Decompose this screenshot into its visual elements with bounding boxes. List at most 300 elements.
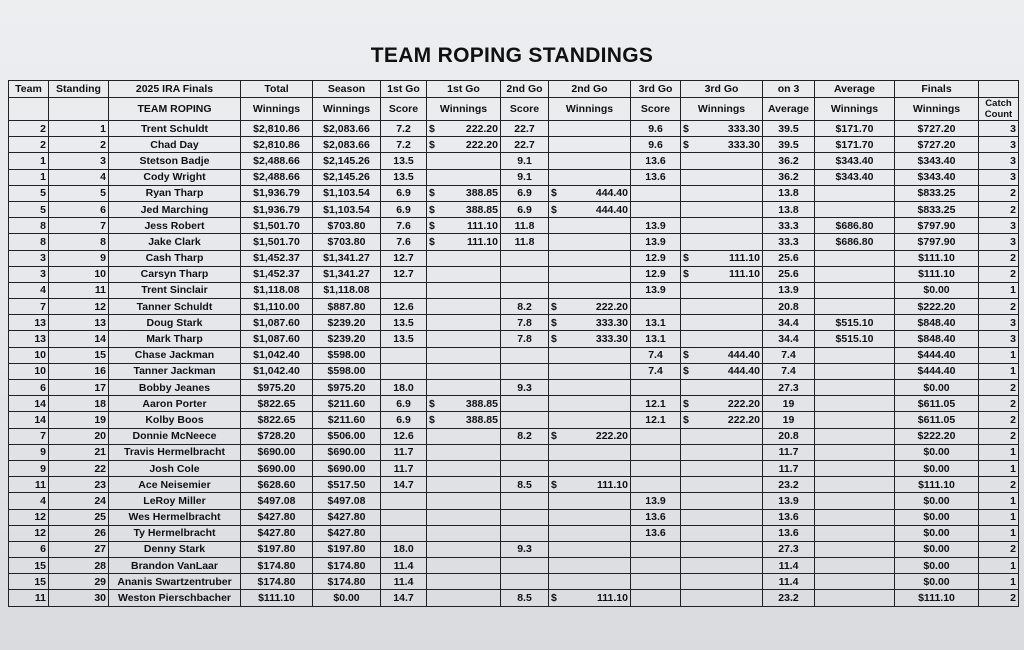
cell-total: $1,501.70 — [241, 234, 313, 250]
cell-finals: $0.00 — [895, 493, 979, 509]
cell-finals: $0.00 — [895, 380, 979, 396]
cell-avg-win — [815, 266, 895, 282]
cell-go3-score: 12.1 — [631, 396, 681, 412]
cell-go2-score — [501, 250, 549, 266]
cell-total: $975.20 — [241, 380, 313, 396]
money-value: 444.40 — [595, 187, 628, 200]
cell-on3-avg: 25.6 — [763, 266, 815, 282]
currency-sign: $ — [551, 333, 557, 346]
cell-go1-score: 13.5 — [381, 153, 427, 169]
header-cell: 3rd Go — [631, 81, 681, 98]
header-cell: 2nd Go — [549, 81, 631, 98]
cell-total: $1,936.79 — [241, 185, 313, 201]
cell-finals: $727.20 — [895, 121, 979, 137]
cell-go1-score: 13.5 — [381, 331, 427, 347]
cell-avg-win — [815, 282, 895, 298]
table-row — [9, 363, 1019, 379]
cell-catch: 2 — [979, 590, 1019, 606]
cell-total: $1,110.00 — [241, 299, 313, 315]
cell-team: 2 — [9, 137, 49, 153]
cell-finals: $0.00 — [895, 574, 979, 590]
currency-sign: $ — [429, 413, 435, 426]
money-value: 388.85 — [465, 413, 498, 426]
cell-name: Ryan Tharp — [109, 185, 241, 201]
cell-go1-score — [381, 525, 427, 541]
table-row — [9, 282, 1019, 298]
cell-go2-win — [549, 137, 631, 153]
cell-on3-avg: 19 — [763, 396, 815, 412]
cell-standing: 19 — [49, 412, 109, 428]
cell-standing: 6 — [49, 201, 109, 217]
cell-catch: 1 — [979, 574, 1019, 590]
header-cell: TEAM ROPING — [109, 98, 241, 121]
cell-catch: 1 — [979, 509, 1019, 525]
cell-team: 11 — [9, 590, 49, 606]
cell-go1-win — [427, 574, 501, 590]
cell-go2-win — [549, 153, 631, 169]
cell-name: Stetson Badje — [109, 153, 241, 169]
cell-go3-win — [681, 185, 763, 201]
currency-sign: $ — [551, 203, 557, 216]
cell-go2-win — [549, 282, 631, 298]
cell-on3-avg: 33.3 — [763, 234, 815, 250]
cell-on3-avg: 13.6 — [763, 525, 815, 541]
cell-go1-score: 11.7 — [381, 444, 427, 460]
cell-go3-win — [681, 315, 763, 331]
cell-team: 1 — [9, 153, 49, 169]
cell-name: Travis Hermelbracht — [109, 444, 241, 460]
cell-go1-score: 11.4 — [381, 558, 427, 574]
cell-catch: 3 — [979, 331, 1019, 347]
table-row — [9, 315, 1019, 331]
header-cell — [9, 98, 49, 121]
currency-sign: $ — [683, 138, 689, 151]
cell-go2-win — [549, 558, 631, 574]
cell-go2-win — [549, 169, 631, 185]
cell-avg-win: $515.10 — [815, 331, 895, 347]
cell-on3-avg: 33.3 — [763, 218, 815, 234]
cell-standing: 18 — [49, 396, 109, 412]
cell-catch: 1 — [979, 282, 1019, 298]
cell-avg-win — [815, 477, 895, 493]
cell-standing: 27 — [49, 541, 109, 557]
currency-sign: $ — [551, 430, 557, 443]
cell-go2-win — [549, 509, 631, 525]
cell-go2-score: 8.2 — [501, 428, 549, 444]
cell-go1-win — [427, 185, 501, 201]
cell-go2-score — [501, 266, 549, 282]
cell-catch: 3 — [979, 137, 1019, 153]
table-row — [9, 137, 1019, 153]
header-cell: Winnings — [681, 98, 763, 121]
cell-go1-win — [427, 590, 501, 606]
cell-season: $1,341.27 — [313, 250, 381, 266]
cell-go1-win — [427, 201, 501, 217]
cell-avg-win — [815, 201, 895, 217]
cell-standing: 11 — [49, 282, 109, 298]
cell-go2-win — [549, 444, 631, 460]
cell-avg-win — [815, 412, 895, 428]
cell-standing: 12 — [49, 299, 109, 315]
cell-go3-win — [681, 509, 763, 525]
cell-total: $197.80 — [241, 541, 313, 557]
cell-go2-score — [501, 493, 549, 509]
cell-go3-score — [631, 460, 681, 476]
money-value: 222.20 — [465, 138, 498, 151]
cell-season: $690.00 — [313, 444, 381, 460]
cell-go1-score: 6.9 — [381, 396, 427, 412]
table-row — [9, 185, 1019, 201]
cell-finals: $0.00 — [895, 525, 979, 541]
cell-name: Mark Tharp — [109, 331, 241, 347]
header-cell: Score — [381, 98, 427, 121]
cell-go1-score: 7.2 — [381, 121, 427, 137]
header-cell: Winnings — [427, 98, 501, 121]
cell-avg-win — [815, 185, 895, 201]
header-cell: Season — [313, 81, 381, 98]
cell-finals: $111.10 — [895, 266, 979, 282]
cell-go1-win — [427, 121, 501, 137]
cell-finals: $444.40 — [895, 347, 979, 363]
cell-name: Ananis Swartzentruber — [109, 574, 241, 590]
table-row — [9, 169, 1019, 185]
cell-go3-score: 13.6 — [631, 509, 681, 525]
cell-finals: $833.25 — [895, 201, 979, 217]
cell-season: $2,145.26 — [313, 169, 381, 185]
cell-go3-score: 13.1 — [631, 315, 681, 331]
cell-avg-win — [815, 558, 895, 574]
table-row — [9, 412, 1019, 428]
cell-go3-score — [631, 574, 681, 590]
cell-go3-score: 12.9 — [631, 250, 681, 266]
cell-team: 12 — [9, 509, 49, 525]
cell-finals: $444.40 — [895, 363, 979, 379]
header-row-sub — [9, 98, 1019, 121]
cell-go3-win — [681, 218, 763, 234]
currency-sign: $ — [683, 397, 689, 410]
cell-go3-win — [681, 121, 763, 137]
currency-sign: $ — [551, 300, 557, 313]
cell-go3-win — [681, 331, 763, 347]
cell-catch: 1 — [979, 363, 1019, 379]
cell-name: Aaron Porter — [109, 396, 241, 412]
cell-go2-score: 7.8 — [501, 331, 549, 347]
table-row — [9, 121, 1019, 137]
header-cell: Winnings — [241, 98, 313, 121]
money-value: 444.40 — [727, 365, 760, 378]
cell-team: 6 — [9, 380, 49, 396]
cell-avg-win — [815, 541, 895, 557]
cell-name: Chase Jackman — [109, 347, 241, 363]
cell-team: 8 — [9, 234, 49, 250]
cell-finals: $0.00 — [895, 558, 979, 574]
cell-avg-win — [815, 574, 895, 590]
cell-go3-win — [681, 477, 763, 493]
cell-total: $174.80 — [241, 574, 313, 590]
cell-team: 7 — [9, 299, 49, 315]
cell-go1-win — [427, 493, 501, 509]
cell-finals: $833.25 — [895, 185, 979, 201]
table-row — [9, 347, 1019, 363]
cell-name: Jed Marching — [109, 201, 241, 217]
money-value: 111.10 — [597, 592, 628, 605]
header-cell: 1st Go — [381, 81, 427, 98]
cell-go2-win — [549, 590, 631, 606]
cell-go1-win — [427, 218, 501, 234]
header-cell: 2nd Go — [501, 81, 549, 98]
cell-go3-score — [631, 558, 681, 574]
cell-standing: 15 — [49, 347, 109, 363]
cell-go2-score: 22.7 — [501, 137, 549, 153]
cell-go1-score — [381, 363, 427, 379]
table-row — [9, 541, 1019, 557]
currency-sign: $ — [683, 349, 689, 362]
money-value: 222.20 — [727, 413, 760, 426]
cell-finals: $111.10 — [895, 477, 979, 493]
cell-go1-win — [427, 558, 501, 574]
cell-season: $2,083.66 — [313, 121, 381, 137]
cell-name: Doug Stark — [109, 315, 241, 331]
table-row — [9, 428, 1019, 444]
cell-go2-win — [549, 315, 631, 331]
cell-avg-win: $686.80 — [815, 234, 895, 250]
cell-go3-score: 13.9 — [631, 282, 681, 298]
cell-avg-win — [815, 493, 895, 509]
cell-go3-win — [681, 428, 763, 444]
cell-go3-score: 13.1 — [631, 331, 681, 347]
cell-go1-win — [427, 347, 501, 363]
cell-total: $2,488.66 — [241, 153, 313, 169]
cell-on3-avg: 34.4 — [763, 331, 815, 347]
table-row — [9, 590, 1019, 606]
cell-total: $1,452.37 — [241, 266, 313, 282]
cell-go1-score: 6.9 — [381, 185, 427, 201]
cell-avg-win: $343.40 — [815, 153, 895, 169]
cell-go2-score — [501, 574, 549, 590]
cell-finals: $611.05 — [895, 412, 979, 428]
cell-on3-avg: 27.3 — [763, 380, 815, 396]
cell-catch: 3 — [979, 169, 1019, 185]
header-cell: Finals — [895, 81, 979, 98]
cell-go3-score — [631, 380, 681, 396]
cell-team: 13 — [9, 315, 49, 331]
cell-season: $174.80 — [313, 574, 381, 590]
cell-avg-win — [815, 444, 895, 460]
cell-go1-score — [381, 347, 427, 363]
money-value: 388.85 — [465, 203, 498, 216]
cell-go3-score: 13.6 — [631, 153, 681, 169]
header-cell: 2025 IRA Finals — [109, 81, 241, 98]
cell-avg-win — [815, 590, 895, 606]
cell-season: $174.80 — [313, 558, 381, 574]
currency-sign: $ — [429, 187, 435, 200]
cell-total: $690.00 — [241, 444, 313, 460]
cell-name: Cash Tharp — [109, 250, 241, 266]
header-cell: Average — [763, 98, 815, 121]
money-value: 222.20 — [595, 300, 628, 313]
cell-go2-win — [549, 396, 631, 412]
cell-go3-score — [631, 590, 681, 606]
cell-total: $1,042.40 — [241, 363, 313, 379]
cell-team: 10 — [9, 347, 49, 363]
cell-team: 4 — [9, 493, 49, 509]
cell-team: 7 — [9, 428, 49, 444]
cell-total: $2,488.66 — [241, 169, 313, 185]
cell-go3-score: 12.9 — [631, 266, 681, 282]
cell-team: 9 — [9, 460, 49, 476]
cell-catch: 3 — [979, 218, 1019, 234]
cell-go3-win — [681, 169, 763, 185]
cell-team: 14 — [9, 412, 49, 428]
cell-go3-win — [681, 380, 763, 396]
cell-standing: 10 — [49, 266, 109, 282]
cell-finals: $222.20 — [895, 299, 979, 315]
cell-avg-win — [815, 380, 895, 396]
cell-on3-avg: 20.8 — [763, 299, 815, 315]
header-cell: Winnings — [815, 98, 895, 121]
header-cell: on 3 — [763, 81, 815, 98]
cell-go2-score — [501, 558, 549, 574]
cell-go2-win — [549, 121, 631, 137]
cell-on3-avg: 39.5 — [763, 137, 815, 153]
cell-go1-win — [427, 299, 501, 315]
cell-go2-score — [501, 282, 549, 298]
header-cell: Team — [9, 81, 49, 98]
cell-team: 9 — [9, 444, 49, 460]
cell-season: $239.20 — [313, 315, 381, 331]
cell-catch: 2 — [979, 380, 1019, 396]
cell-standing: 8 — [49, 234, 109, 250]
cell-go3-score — [631, 201, 681, 217]
currency-sign: $ — [429, 203, 435, 216]
cell-go2-score: 9.3 — [501, 541, 549, 557]
cell-go3-win — [681, 347, 763, 363]
currency-sign: $ — [683, 122, 689, 135]
cell-team: 6 — [9, 541, 49, 557]
cell-avg-win — [815, 299, 895, 315]
cell-team: 13 — [9, 331, 49, 347]
cell-go3-win — [681, 558, 763, 574]
cell-go1-win — [427, 282, 501, 298]
cell-finals: $222.20 — [895, 428, 979, 444]
header-cell — [979, 81, 1019, 98]
cell-team: 10 — [9, 363, 49, 379]
table-row — [9, 153, 1019, 169]
cell-name: Kolby Boos — [109, 412, 241, 428]
cell-total: $1,118.08 — [241, 282, 313, 298]
cell-total: $174.80 — [241, 558, 313, 574]
cell-name: Josh Cole — [109, 460, 241, 476]
cell-catch: 2 — [979, 185, 1019, 201]
cell-on3-avg: 13.9 — [763, 493, 815, 509]
cell-name: LeRoy Miller — [109, 493, 241, 509]
cell-go1-score: 6.9 — [381, 412, 427, 428]
table-row — [9, 331, 1019, 347]
cell-team: 15 — [9, 574, 49, 590]
cell-go1-win — [427, 509, 501, 525]
cell-on3-avg: 39.5 — [763, 121, 815, 137]
cell-on3-avg: 13.8 — [763, 201, 815, 217]
cell-go1-score: 13.5 — [381, 315, 427, 331]
cell-standing: 13 — [49, 315, 109, 331]
cell-finals: $0.00 — [895, 444, 979, 460]
cell-avg-win: $171.70 — [815, 121, 895, 137]
cell-on3-avg: 25.6 — [763, 250, 815, 266]
cell-go2-score — [501, 412, 549, 428]
cell-on3-avg: 11.7 — [763, 460, 815, 476]
cell-catch: 1 — [979, 347, 1019, 363]
cell-finals: $0.00 — [895, 282, 979, 298]
cell-go3-score — [631, 185, 681, 201]
cell-go1-score: 14.7 — [381, 590, 427, 606]
header-cell: Catch Count — [979, 98, 1019, 121]
cell-standing: 4 — [49, 169, 109, 185]
cell-total: $728.20 — [241, 428, 313, 444]
cell-standing: 23 — [49, 477, 109, 493]
cell-go1-score: 7.6 — [381, 218, 427, 234]
cell-go2-score: 6.9 — [501, 201, 549, 217]
cell-name: Trent Schuldt — [109, 121, 241, 137]
cell-go1-win — [427, 477, 501, 493]
cell-standing: 2 — [49, 137, 109, 153]
table-row — [9, 525, 1019, 541]
cell-go1-win — [427, 412, 501, 428]
cell-go3-score: 13.6 — [631, 169, 681, 185]
cell-go1-win — [427, 137, 501, 153]
cell-go2-score: 8.5 — [501, 590, 549, 606]
cell-go1-win — [427, 315, 501, 331]
cell-go3-score — [631, 299, 681, 315]
cell-season: $1,103.54 — [313, 185, 381, 201]
cell-season: $211.60 — [313, 412, 381, 428]
cell-go1-score: 12.6 — [381, 299, 427, 315]
cell-season: $1,103.54 — [313, 201, 381, 217]
cell-go1-win — [427, 396, 501, 412]
cell-go2-score — [501, 525, 549, 541]
cell-go3-score — [631, 541, 681, 557]
cell-season: $427.80 — [313, 509, 381, 525]
cell-season: $427.80 — [313, 525, 381, 541]
cell-go2-win — [549, 250, 631, 266]
cell-go1-score: 6.9 — [381, 201, 427, 217]
cell-go3-win — [681, 396, 763, 412]
cell-standing: 14 — [49, 331, 109, 347]
cell-go1-score: 18.0 — [381, 380, 427, 396]
money-value: 111.10 — [467, 235, 498, 248]
table-row — [9, 266, 1019, 282]
cell-on3-avg: 13.9 — [763, 282, 815, 298]
cell-go3-win — [681, 153, 763, 169]
cell-name: Ace Neisemier — [109, 477, 241, 493]
cell-go3-win — [681, 363, 763, 379]
cell-go2-score — [501, 347, 549, 363]
cell-go2-score: 22.7 — [501, 121, 549, 137]
cell-go1-win — [427, 525, 501, 541]
cell-name: Trent Sinclair — [109, 282, 241, 298]
cell-name: Denny Stark — [109, 541, 241, 557]
cell-finals: $111.10 — [895, 250, 979, 266]
cell-team: 5 — [9, 185, 49, 201]
cell-on3-avg: 7.4 — [763, 347, 815, 363]
header-cell: Score — [501, 98, 549, 121]
cell-go1-score — [381, 493, 427, 509]
cell-finals: $111.10 — [895, 590, 979, 606]
cell-total: $497.08 — [241, 493, 313, 509]
cell-catch: 2 — [979, 428, 1019, 444]
cell-season: $703.80 — [313, 234, 381, 250]
table-row — [9, 574, 1019, 590]
cell-finals: $727.20 — [895, 137, 979, 153]
